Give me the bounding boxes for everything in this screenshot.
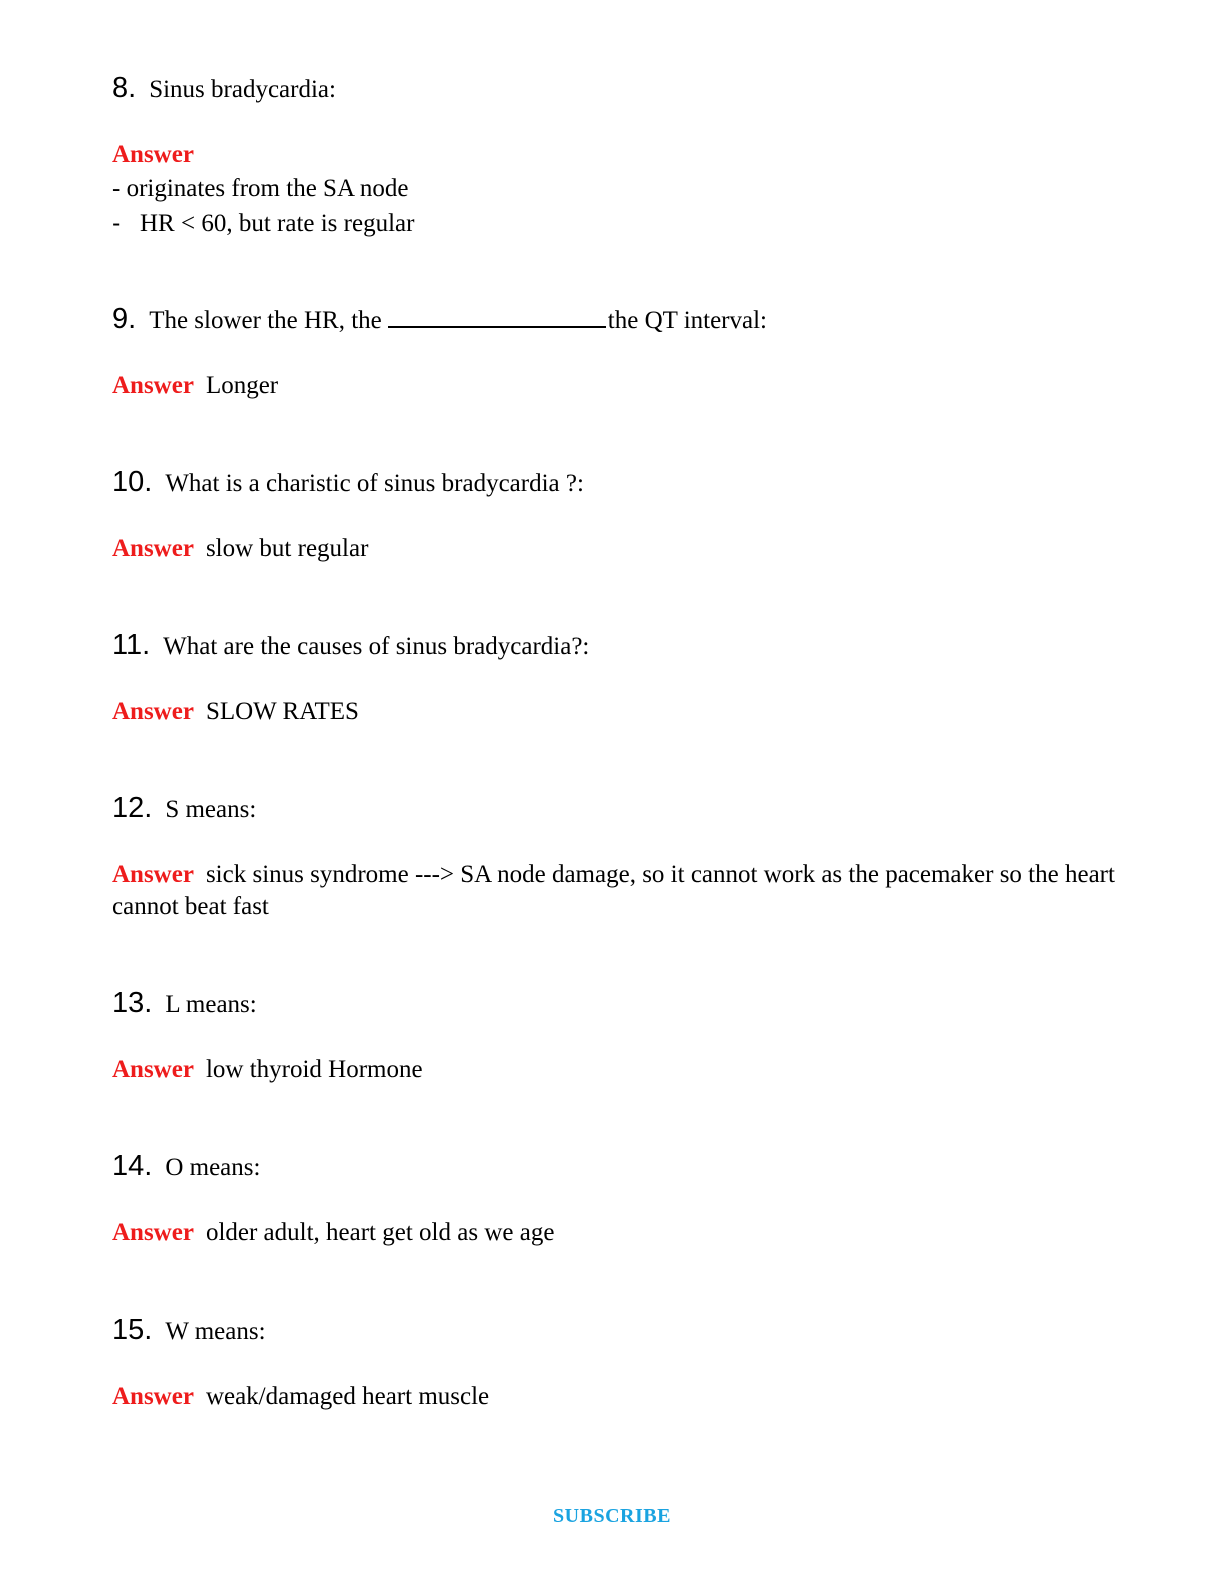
question-text: What is a charistic of sinus bradycardia ?:	[165, 470, 584, 497]
answer-list	[112, 171, 1122, 241]
answer-line: - originates from the SA node	[112, 175, 409, 202]
question-9	[112, 304, 1122, 336]
question-number: 10.	[112, 466, 153, 498]
question-8	[112, 73, 1122, 105]
answer-label: Answer	[112, 141, 194, 168]
question-text: the QT interval:	[607, 307, 767, 334]
answer-text: low thyroid Hormone	[205, 1056, 423, 1083]
answer	[112, 696, 1122, 728]
answer	[112, 1381, 1122, 1413]
fill-in-blank	[388, 306, 606, 328]
question-block-8	[112, 73, 1122, 241]
question-10	[112, 467, 1122, 499]
answer-label: Answer	[112, 1056, 194, 1083]
question-text: S means:	[165, 796, 257, 823]
answer-line: - HR < 60, but rate is regular	[112, 206, 1122, 241]
answer-text: slow but regular	[205, 535, 369, 562]
question-11	[112, 630, 1122, 662]
question-block-14	[112, 1151, 1122, 1249]
answer-label: Answer	[112, 698, 194, 725]
answer-label: Answer	[112, 1219, 194, 1246]
answer	[112, 859, 1122, 923]
question-number: 15.	[112, 1314, 153, 1346]
answer-text: SLOW RATES	[205, 698, 359, 725]
question-number: 14.	[112, 1150, 153, 1182]
question-block-13	[112, 988, 1122, 1086]
answer-text: sick sinus syndrome ---> SA node damage, so it cannot work as the pacemaker so the heart cannot beat fast	[112, 861, 1115, 920]
answer	[112, 370, 1122, 402]
question-text: What are the causes of sinus bradycardia?:	[163, 633, 590, 660]
question-block-9	[112, 304, 1122, 402]
answer-label: Answer	[112, 861, 194, 888]
answer	[112, 533, 1122, 565]
answer-label: Answer	[112, 535, 194, 562]
question-13	[112, 988, 1122, 1020]
answer	[112, 1217, 1122, 1249]
question-text: W means:	[165, 1318, 266, 1345]
answer	[112, 1054, 1122, 1086]
question-number: 11.	[112, 629, 151, 661]
bullet-dash: -	[112, 209, 121, 237]
question-text: L means:	[165, 991, 257, 1018]
answer-text: Longer	[205, 372, 279, 399]
question-text: O means:	[165, 1154, 261, 1181]
answer-text: weak/damaged heart muscle	[205, 1383, 490, 1410]
question-number: 12.	[112, 792, 153, 824]
answer-heading	[112, 139, 1122, 171]
question-12	[112, 793, 1122, 825]
question-number: 9.	[112, 303, 137, 335]
question-14	[112, 1151, 1122, 1183]
question-15	[112, 1315, 1122, 1347]
question-text: The slower the HR, the	[149, 307, 382, 334]
question-number: 8.	[112, 72, 137, 104]
question-text: Sinus bradycardia:	[149, 76, 336, 103]
question-number: 13.	[112, 987, 153, 1019]
answer-label: Answer	[112, 1383, 194, 1410]
answer-label: Answer	[112, 372, 194, 399]
question-block-15	[112, 1315, 1122, 1413]
question-block-10	[112, 467, 1122, 565]
question-block-12	[112, 793, 1122, 923]
subscribe-link[interactable]: SUBSCRIBE	[553, 1505, 671, 1527]
question-block-11	[112, 630, 1122, 728]
answer-text: older adult, heart get old as we age	[205, 1219, 555, 1246]
